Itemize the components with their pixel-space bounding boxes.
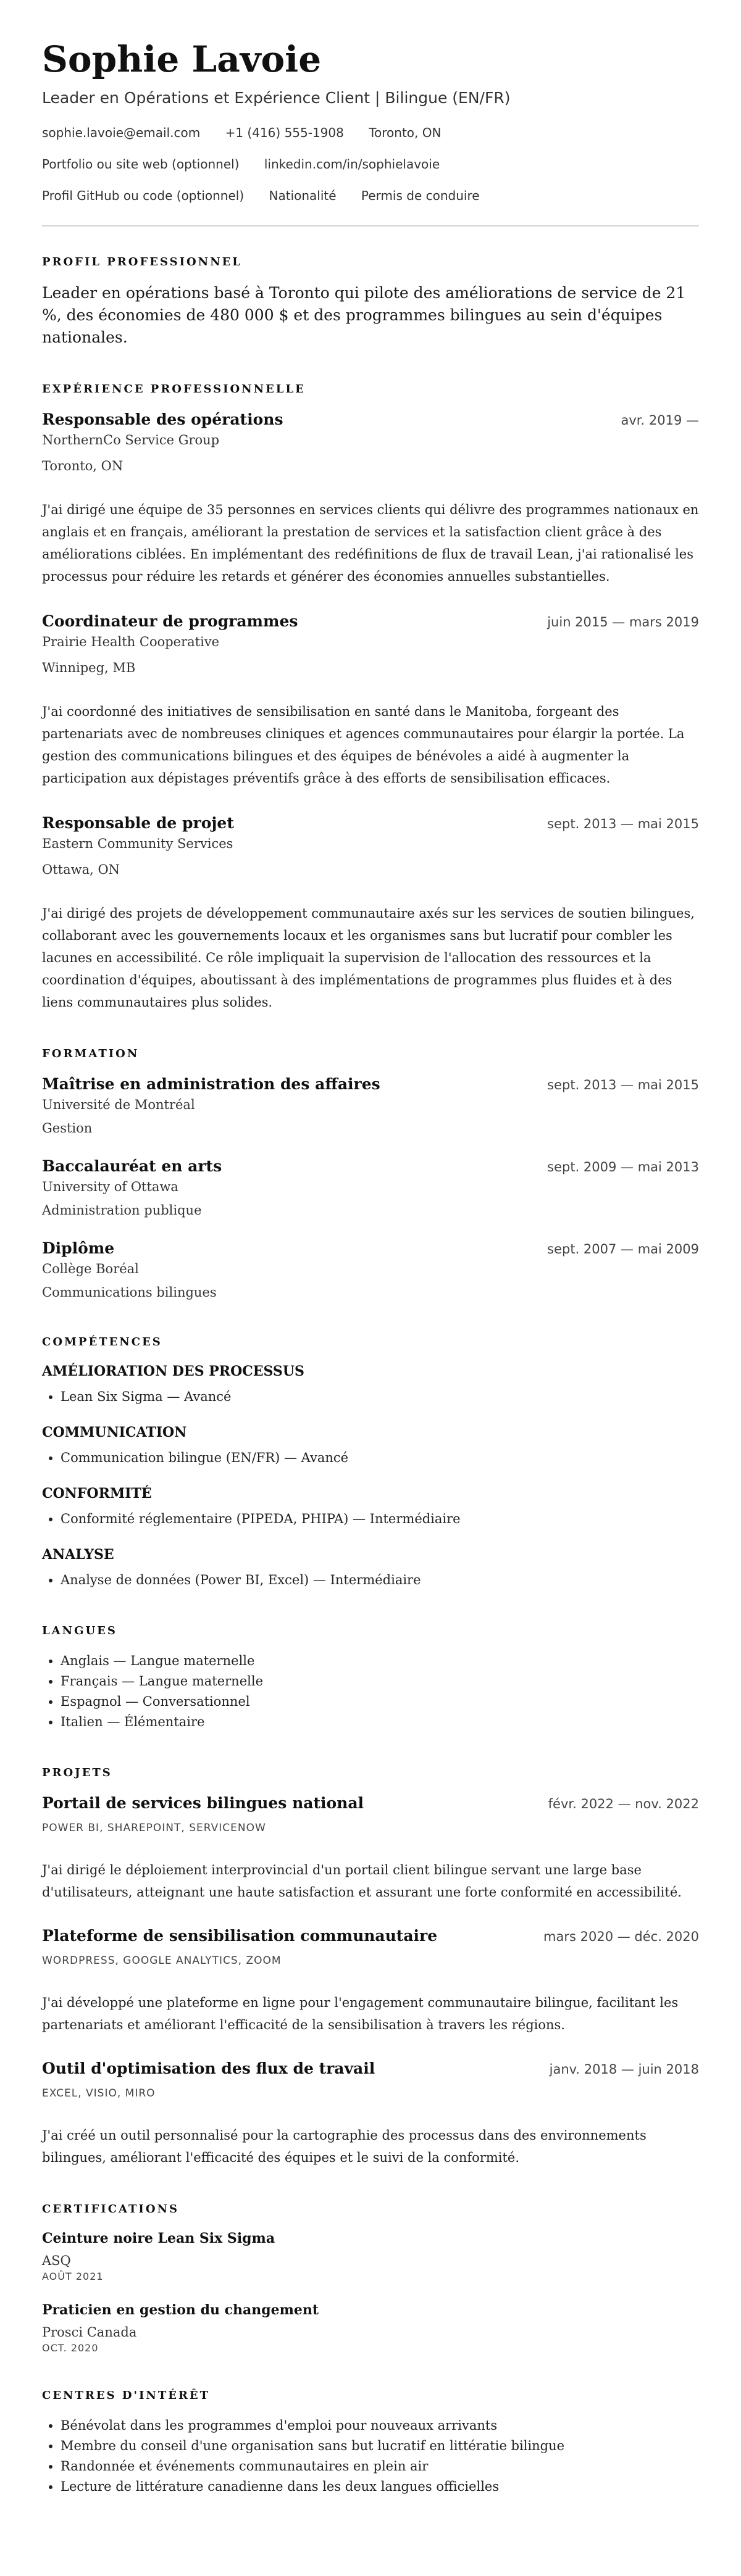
contact-portfolio[interactable]: Portfolio ou site web (optionnel)	[42, 157, 240, 172]
job-company: NorthernCo Service Group	[42, 433, 220, 447]
language-item: • Anglais — Langue maternelle	[61, 1651, 699, 1671]
experience-entry	[42, 409, 699, 588]
degree-title: Maîtrise en administration des affaires	[42, 1075, 380, 1093]
skill-item: • Lean Six Sigma — Avancé	[61, 1387, 699, 1407]
languages-heading: LANGUES	[42, 1624, 117, 1637]
project-entry	[42, 1926, 699, 2036]
certification-date: OCT. 2020	[42, 2342, 99, 2354]
contact-location: Toronto, ON	[369, 125, 442, 140]
language-item: • Espagnol — Conversationnel	[61, 1692, 699, 1712]
school-name: University of Ottawa	[42, 1179, 178, 1194]
job-location: Toronto, ON	[42, 459, 124, 473]
contact-github[interactable]: Profil GitHub ou code (optionnel)	[42, 188, 245, 203]
candidate-name: Sophie Lavoie	[42, 38, 322, 80]
experience-entry	[42, 813, 699, 1013]
education-entry	[42, 1074, 699, 1137]
interest-list	[42, 2416, 699, 2497]
skill-category: ANALYSE	[42, 1547, 114, 1563]
project-name: Plateforme de sensibilisation communautaire	[42, 1927, 438, 1945]
certification-date: AOÛT 2021	[42, 2271, 104, 2282]
certification-issuer: ASQ	[42, 2253, 71, 2268]
project-description: J'ai créé un outil personnalisé pour la cartographie des processus dans des environnements bilingues, améliorant l'efficacité des équipes et le suivi de la conformité.	[42, 2128, 647, 2165]
education-section	[42, 1047, 699, 1302]
degree-title: Baccalauréat en arts	[42, 1157, 222, 1175]
contact-row-2	[42, 156, 699, 173]
degree-dates: sept. 2007 — mai 2009	[547, 1242, 699, 1257]
interest-item: • Bénévolat dans les programmes d'emploi pour nouveaux arrivants	[61, 2416, 699, 2436]
interest-item: • Lecture de littérature canadienne dans les deux langues officielles	[61, 2477, 699, 2497]
contact-phone[interactable]: +1 (416) 555-1908	[225, 125, 344, 140]
study-field: Gestion	[42, 1121, 93, 1136]
skill-list	[42, 1448, 699, 1468]
language-list	[42, 1651, 699, 1732]
contact-email[interactable]: sophie.lavoie@email.com	[42, 125, 201, 140]
contact-license: Permis de conduire	[361, 188, 480, 203]
project-dates: févr. 2022 — nov. 2022	[548, 1797, 699, 1811]
skill-category: CONFORMITÉ	[42, 1485, 152, 1502]
projects-heading: PROJETS	[42, 1766, 112, 1779]
job-location: Winnipeg, MB	[42, 660, 136, 675]
experience-entry	[42, 611, 699, 789]
contact-linkedin[interactable]: linkedin.com/in/sophielavoie	[264, 157, 440, 172]
skill-list	[42, 1387, 699, 1407]
job-description: J'ai coordonné des initiatives de sensibilisation en santé dans le Manitoba, forgeant des partenariats avec de nombreuses cliniques et agences communautaires pour élargir la portée. La gestion des communications bilingues et des équipes de bénévoles a aidé à augmenter la participation aux dépistages préventifs grâce à des efforts de sensibilisation efficaces.	[42, 704, 685, 786]
skill-list	[42, 1509, 699, 1529]
job-title: Responsable des opérations	[42, 410, 283, 428]
project-tech: WORDPRESS, GOOGLE ANALYTICS, ZOOM	[42, 1955, 282, 1967]
education-entry	[42, 1238, 699, 1302]
contact-row-1	[42, 125, 699, 141]
interests-section	[42, 2388, 699, 2497]
job-dates: sept. 2013 — mai 2015	[547, 816, 699, 831]
education-heading: FORMATION	[42, 1047, 140, 1060]
degree-dates: sept. 2009 — mai 2013	[547, 1160, 699, 1174]
interests-heading: CENTRES D'INTÉRÊT	[42, 2389, 211, 2402]
school-name: Collège Boréal	[42, 1261, 139, 1276]
degree-title: Diplôme	[42, 1239, 115, 1257]
certifications-section	[42, 2202, 699, 2355]
certification-name: Praticien en gestion du changement	[42, 2302, 319, 2318]
interest-item: • Randonnée et événements communautaires en plein air	[61, 2456, 699, 2477]
school-name: Université de Montréal	[42, 1097, 195, 1112]
skill-item: • Communication bilingue (EN/FR) — Avancé	[61, 1448, 699, 1468]
skills-heading: COMPÉTENCES	[42, 1336, 162, 1348]
project-entry	[42, 1793, 699, 1903]
experience-section	[42, 382, 699, 1013]
profile-summary: Leader en opérations basé à Toronto qui pilote des améliorations de service de 21 %, des économies de 480 000 $ et des programmes bilingues au sein d'équipes nationales.	[42, 284, 686, 346]
job-dates: juin 2015 — mars 2019	[547, 615, 699, 629]
project-description: J'ai dirigé le déploiement interprovincial d'un portail client bilingue servant une large base d'utilisateurs, atteignant une haute satisfaction et assurant une forte conformité en accessibilité.	[42, 1863, 682, 1900]
skill-list	[42, 1570, 699, 1590]
skill-category: AMÉLIORATION DES PROCESSUS	[42, 1363, 304, 1379]
skill-item: • Analyse de données (Power BI, Excel) — Intermédiaire	[61, 1570, 699, 1590]
job-company: Prairie Health Cooperative	[42, 634, 220, 649]
profile-section	[42, 255, 699, 349]
job-description: J'ai dirigé des projets de développement communautaire axés sur les services de soutien bilingues, collaborant avec les gouvernements locaux et les organismes sans but lucratif pour combler les lacunes en accessibilité. Ce rôle impliquait la supervision de l'allocation des ressources et la coordination d'équipes, aboutissant à des implémentations de programmes plus fluides et à des liens communautaires plus solides.	[42, 906, 695, 1010]
job-location: Ottawa, ON	[42, 862, 120, 877]
contact-row-3	[42, 188, 699, 204]
job-title: Responsable de projet	[42, 814, 234, 832]
certification-entry	[42, 2229, 699, 2283]
skill-category: COMMUNICATION	[42, 1424, 187, 1440]
project-name: Outil d'optimisation des flux de travail	[42, 2059, 375, 2077]
resume-header	[42, 36, 699, 204]
skills-section	[42, 1335, 699, 1590]
project-entry	[42, 2058, 699, 2169]
candidate-headline: Leader en Opérations et Expérience Client | Bilingue (EN/FR)	[42, 89, 511, 107]
job-description: J'ai dirigé une équipe de 35 personnes en services clients qui délivre des programmes nationaux en anglais et en français, améliorant la prestation de services et la satisfaction client grâce à des améliorations ciblées. En implémentant des redéfinitions de flux de travail Lean, j'ai rationalisé les processus pour réduire les retards et générer des économies annuelles substantielles.	[42, 502, 699, 584]
project-description: J'ai développé une plateforme en ligne pour l'engagement communautaire bilingue, facilitant les partenariats et améliorant l'efficacité de la sensibilisation à travers les régions.	[42, 1995, 679, 2032]
projects-section	[42, 1766, 699, 2169]
certification-name: Ceinture noire Lean Six Sigma	[42, 2230, 275, 2246]
language-item: • Italien — Élémentaire	[61, 1712, 699, 1732]
job-dates: avr. 2019 —	[621, 413, 699, 428]
experience-heading: EXPÉRIENCE PROFESSIONNELLE	[42, 383, 306, 396]
project-dates: mars 2020 — déc. 2020	[543, 1929, 699, 1944]
interest-item: • Membre du conseil d'une organisation sans but lucratif en littératie bilingue	[61, 2436, 699, 2456]
study-field: Communications bilingues	[42, 1285, 217, 1300]
job-title: Coordinateur de programmes	[42, 612, 298, 630]
education-entry	[42, 1156, 699, 1219]
profile-heading: PROFIL PROFESSIONNEL	[42, 256, 242, 268]
project-tech: POWER BI, SHAREPOINT, SERVICENOW	[42, 1822, 266, 1834]
project-tech: EXCEL, VISIO, MIRO	[42, 2087, 156, 2100]
languages-section	[42, 1624, 699, 1732]
language-item: • Français — Langue maternelle	[61, 1671, 699, 1692]
contact-nationality: Nationalité	[269, 188, 337, 203]
project-dates: janv. 2018 — juin 2018	[549, 2062, 699, 2077]
study-field: Administration publique	[42, 1203, 202, 1218]
skill-item: • Conformité réglementaire (PIPEDA, PHIPA) — Intermédiaire	[61, 1509, 699, 1529]
certification-issuer: Prosci Canada	[42, 2325, 137, 2340]
certifications-heading: CERTIFICATIONS	[42, 2203, 179, 2216]
project-name: Portail de services bilingues national	[42, 1794, 364, 1812]
job-company: Eastern Community Services	[42, 836, 233, 851]
header-divider	[42, 225, 699, 226]
degree-dates: sept. 2013 — mai 2015	[547, 1078, 699, 1092]
certification-entry	[42, 2301, 699, 2355]
